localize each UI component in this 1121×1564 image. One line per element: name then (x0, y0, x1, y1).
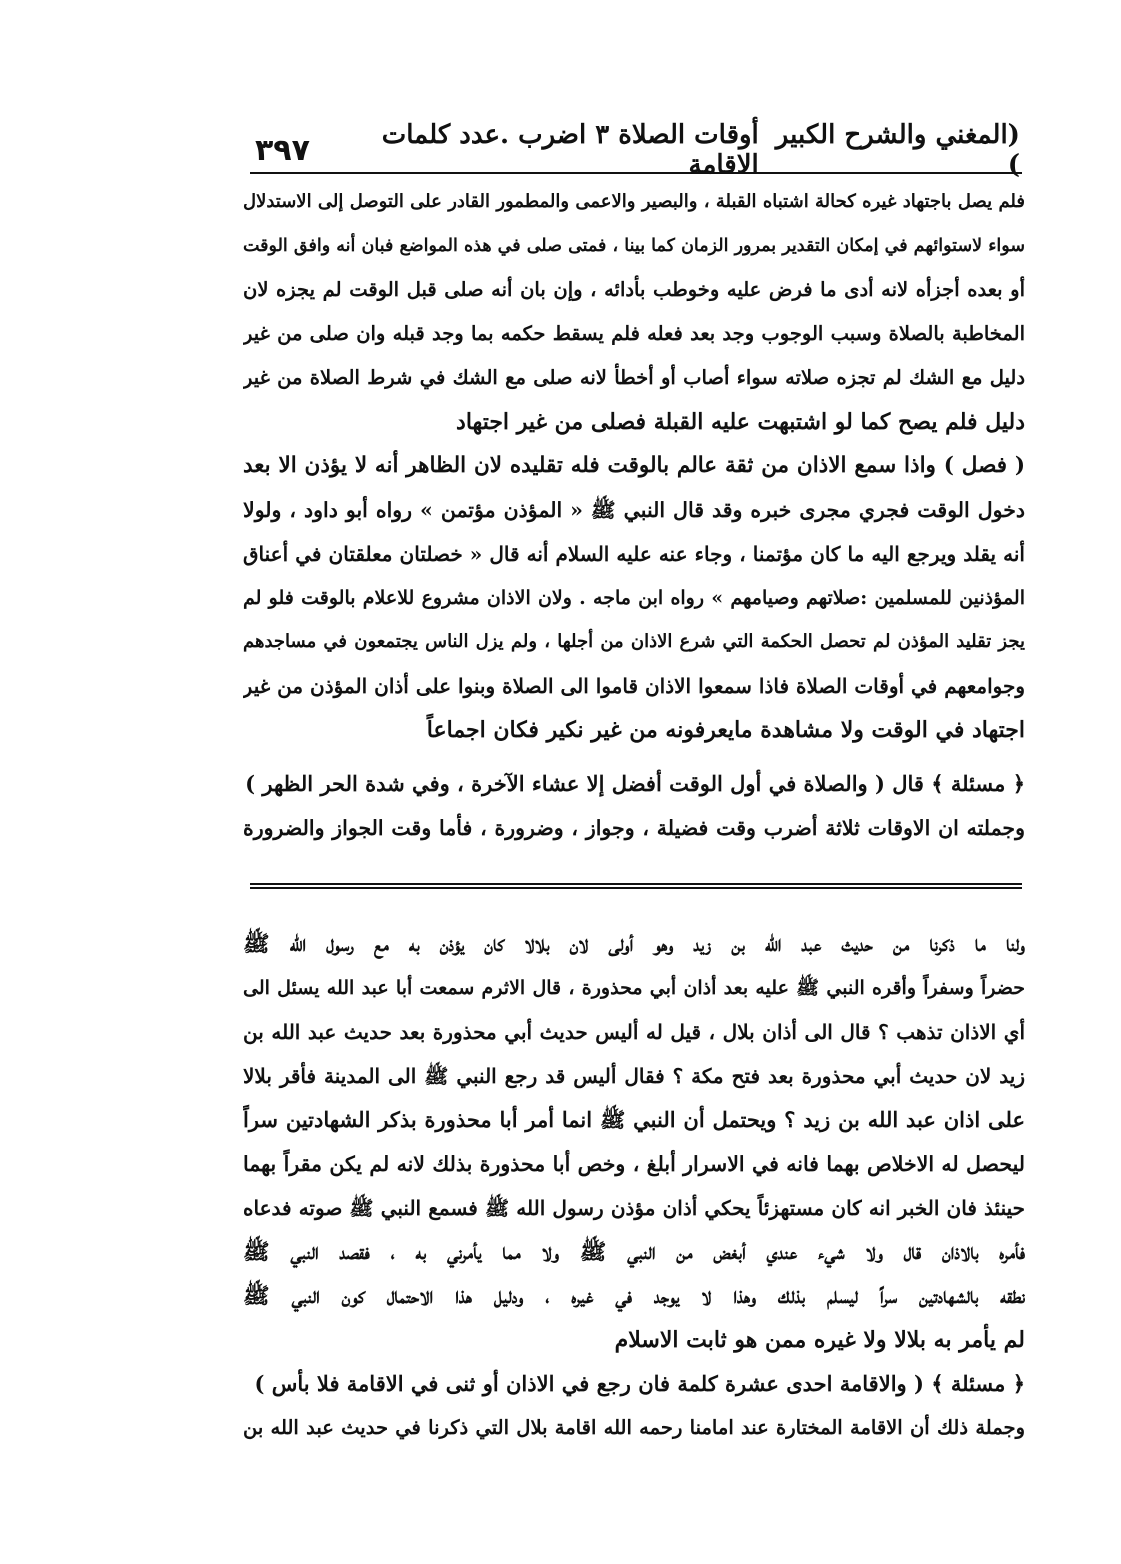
text-line: وجملته ان الاوقات ثلاثة أضرب وقت فضيلة ، وجواز ، وضرورة ، فأما وقت الجواز والضرورة (243, 816, 1025, 840)
text-line: فلم يصل باجتهاد غيره كحالة اشتباه القبلة ، والبصير والاعمى والمطمور القادر على التوصل إلى الاستدلال (243, 191, 1025, 212)
text-line: حينئذ فان الخبر انه كان مستهزئاً يحكي أذان مؤذن رسول الله ﷺ فسمع النبي ﷺ صوته فدعاه (243, 1196, 1025, 1220)
book-title: (المغني والشرح الكبير ) (775, 120, 1020, 180)
text-line: يجز تقليد المؤذن لم تحصل الحكمة التي شرع الاذان من أجلها ، ولم يزل الناس يجتمعون في مساجدهم (243, 631, 1025, 652)
text-line: المؤذنين للمسلمين :صلاتهم وصيامهم » رواه ابن ماجه . ولان الاذان مشروع للاعلام بالوقت فلو لم (243, 587, 1025, 609)
section-divider (250, 883, 1022, 889)
text-line: أنه يقلد ويرجع اليه ما كان مؤتمنا ، وجاء عنه عليه السلام أنه قال « خصلتان معلقتان في أعناق (243, 542, 1025, 566)
main-text (243, 180, 1025, 850)
masala-heading: ﴿ مسئلة ﴾ ( والاقامة احدى عشرة كلمة فان رجع في الاذان أو ثنى في الاقامة فلا بأس ) (254, 1371, 1025, 1396)
text-line: ( فصل ) واذا سمع الاذان من ثقة عالم بالوقت فله تقليده لان الظاهر أنه لا يؤذن الا بعد (243, 453, 1025, 478)
text-line: لم يأمر به بلالا ولا غيره ممن هو ثابت الاسلام (614, 1327, 1025, 1353)
text-line: أي الاذان تذهب ؟ قال الى أذان بلال ، قيل له أليس حديث أبي محذورة بعد حديث عبد الله بن (243, 1020, 1025, 1044)
section-title: أوقات الصلاة ٣ اضرب .عدد كلمات الاقامة (381, 120, 759, 180)
text-line: ليحصل له الاخلاص بهما فانه في الاسرار أبلغ ، وخص أبا محذورة بذلك لانه لم يكن مقراً بهما (243, 1152, 1025, 1176)
text-line: وجوامعهم في أوقات الصلاة فاذا سمعوا الاذان قاموا الى الصلاة وبنوا على أذان المؤذن من غير (243, 674, 1025, 698)
text-line: سواء لاستوائهم في إمكان التقدير بمرور الزمان كما بينا ، فمتى صلى في هذه المواضع فبان أنه وافق الوقت (243, 236, 1025, 256)
text-line: دليل فلم يصح كما لو اشتبهت عليه القبلة فصلى من غير اجتهاد (456, 409, 1025, 435)
text-line: المخاطبة بالصلاة وسبب الوجوب وجد بعد فعله فلم يسقط حكمه بما وجد قبله وان صلى من غير (243, 322, 1025, 345)
text-line: ولنا ما ذكرنا من حديث عبد الله بن زيد وهو أولى لان بلالا كان يؤذن به مع رسول الله ﷺ (243, 931, 1025, 957)
header-rule (250, 172, 1022, 174)
text-line: حضراً وسفراً وأقره النبي ﷺ عليه بعد أذان أبي محذورة ، قال الاثرم سمعت أبا عبد الله يسئل الى (243, 977, 1025, 999)
running-header (255, 120, 1020, 180)
text-line: دليل مع الشك لم تجزه صلاته سواء أصاب أو أخطأ لانه صلى مع الشك في شرط الصلاة من غير (243, 366, 1025, 389)
spacer (243, 752, 1025, 762)
commentary-text (243, 922, 1025, 1450)
text-line: أو بعده أجزأه لانه أدى ما فرض عليه وخوطب بأدائه ، وإن بان أنه صلى قبل الوقت لم يجزه لان (243, 278, 1025, 301)
text-line: زيد لان حديث أبي محذورة بعد فتح مكة ؟ فقال أليس قد رجع النبي ﷺ الى المدينة فأقر بلالا (243, 1064, 1025, 1088)
text-line: دخول الوقت فجري مجرى خبره وقد قال النبي ﷺ « المؤذن مؤتمن » رواه أبو داود ، ولولا (243, 498, 1025, 522)
page-number: ٣٩٧ (255, 132, 310, 168)
text-line: وجملة ذلك أن الاقامة المختارة عند امامنا رحمه الله اقامة بلال التي ذكرنا في حديث عبد الله بن (243, 1416, 1025, 1439)
text-line: على اذان عبد الله بن زيد ؟ ويحتمل أن النبي ﷺ انما أمر أبا محذورة بذكر الشهادتين سراً (243, 1107, 1025, 1132)
text-line: نطقه بالشهادتين سراً ليسلم بذلك وهذا لا يوجد في غيره ، ودليل هذا الاحتمال كون النبي ﷺ (243, 1283, 1025, 1309)
masala-heading: ﴿ مسئلة ﴾ قال ( والصلاة في أول الوقت أفضل إلا عشاء الآخرة ، وفي شدة الحر الظهر ) (245, 771, 1025, 796)
text-line: فأمره بالاذان قال ولا شيء عندي أبغض من النبي ﷺ ولا مما يأمرني به ، فقصد النبي ﷺ (243, 1239, 1025, 1265)
text-line: اجتهاد في الوقت ولا مشاهدة مايعرفونه من غير نكير فكان اجماعاً (426, 717, 1025, 743)
